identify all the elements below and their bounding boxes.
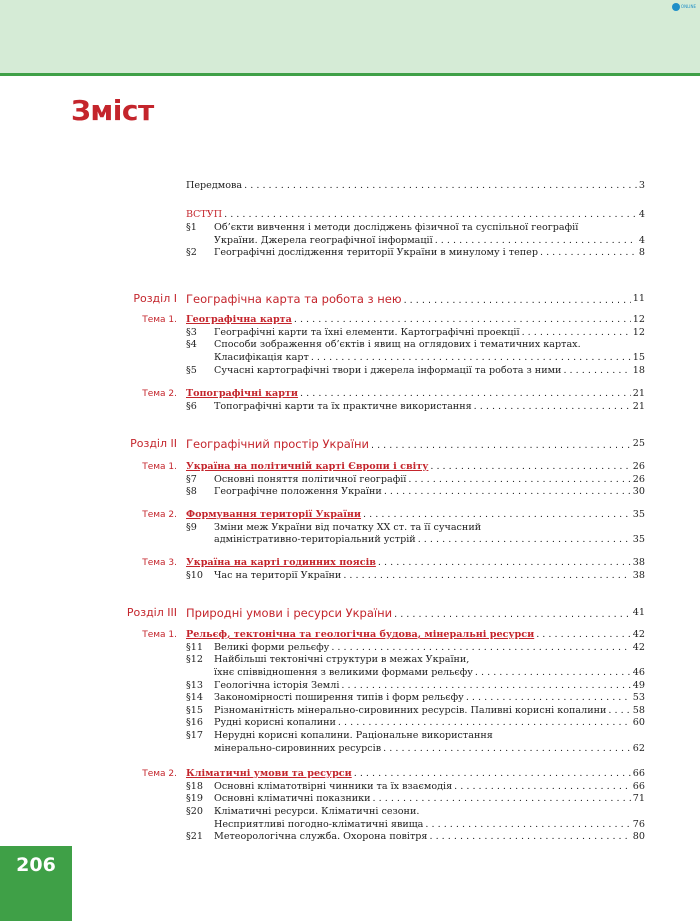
toc-paragraph-cont[interactable]	[186, 819, 645, 831]
toc-paragraph[interactable]	[186, 474, 645, 486]
entry-title: Сучасні картографічні твори і джерела інформації та робота з ними	[214, 364, 562, 376]
entry-title: Нерудні корисні копалини. Раціональне використання	[214, 730, 493, 741]
entry-title: Географічне положення України	[214, 486, 382, 498]
topic-label: Тема 1.	[142, 315, 177, 325]
toc-paragraph-cont[interactable]	[186, 352, 645, 364]
dot-leader	[404, 292, 631, 306]
paragraph-number: §5	[186, 364, 197, 376]
entry-page: 76	[632, 818, 645, 830]
section-label: Розділ III	[126, 606, 177, 619]
dot-leader	[363, 509, 631, 521]
section-page: 25	[632, 438, 645, 449]
page-number: 206	[0, 846, 72, 921]
entry-page: 38	[632, 557, 645, 568]
toc-preface[interactable]	[186, 180, 645, 192]
entry-page: 15	[632, 352, 645, 363]
entry-page: 8	[638, 247, 645, 259]
entry-title: Передмова	[186, 180, 243, 191]
entry-title: Кліматичні умови та ресурси	[186, 768, 352, 779]
toc-paragraph[interactable]	[186, 730, 645, 742]
paragraph-number: §11	[186, 641, 204, 653]
dot-leader	[394, 606, 631, 620]
entry-page: 49	[632, 679, 645, 691]
dot-leader	[378, 557, 631, 569]
dot-leader	[383, 743, 631, 755]
section-heading[interactable]	[186, 437, 645, 451]
entry-page: 4	[638, 234, 645, 246]
paragraph-number: §8	[186, 486, 197, 498]
entry-title: Топографічні карти	[186, 388, 299, 399]
paragraph-number: §14	[186, 692, 204, 704]
entry-title: Україна на карті годинних поясів	[186, 557, 376, 568]
dot-leader	[474, 401, 631, 413]
toc-paragraph[interactable]	[186, 247, 645, 259]
paragraph-number: §15	[186, 704, 204, 716]
entry-page: 12	[632, 326, 645, 338]
toc-paragraph[interactable]	[186, 705, 645, 717]
entry-title: Великі форми рельєфу	[214, 641, 330, 653]
dot-leader	[536, 629, 631, 641]
section-heading[interactable]	[186, 606, 645, 620]
toc-paragraph[interactable]	[186, 570, 645, 582]
entry-title: ВСТУП	[186, 209, 223, 220]
entry-title: Україна на політичній карті Європи і світу	[186, 461, 429, 472]
dot-leader	[371, 437, 631, 451]
toc-paragraph[interactable]	[186, 831, 645, 843]
dot-leader	[475, 667, 631, 679]
toc-paragraph[interactable]	[186, 365, 645, 377]
entry-page: 60	[632, 717, 645, 729]
toc-paragraph[interactable]	[186, 806, 645, 818]
entry-title: мінерально-сировинних ресурсів	[214, 742, 382, 754]
entry-page: 4	[638, 209, 645, 220]
section-page: 11	[632, 293, 645, 304]
dot-leader	[608, 705, 630, 717]
toc-topic[interactable]	[186, 509, 645, 521]
toc-topic[interactable]	[186, 768, 645, 780]
toc-paragraph[interactable]	[186, 327, 645, 339]
section-title: Географічний простір України	[186, 437, 369, 451]
dot-leader	[311, 352, 631, 364]
toc-topic[interactable]	[186, 314, 645, 326]
dot-leader	[466, 692, 631, 704]
toc-paragraph[interactable]	[186, 222, 645, 234]
paragraph-number: §6	[186, 400, 197, 412]
toc-paragraph[interactable]	[186, 717, 645, 729]
dot-leader	[418, 534, 631, 546]
entry-page: 38	[632, 569, 645, 581]
entry-page: 42	[632, 641, 645, 653]
logo-text: ONLINE	[680, 4, 696, 9]
dot-leader	[522, 327, 631, 339]
paragraph-number: §9	[186, 521, 197, 533]
entry-title: Метеорологічна служба. Охорона повітря	[214, 831, 428, 843]
entry-title: їхнє співвідношення з великими формами рельєфу	[214, 667, 473, 678]
dot-leader	[430, 461, 630, 473]
entry-title: Рельєф, тектонічна та геологічна будова, мінеральні ресурси	[186, 629, 535, 640]
toc-paragraph-cont[interactable]	[186, 667, 645, 679]
entry-title: Об’єкти вивчення і методи досліджень фізичної та суспільної географії	[214, 222, 579, 233]
paragraph-number: §21	[186, 831, 204, 843]
entry-title: Несприятливі погодно-кліматичні явища	[214, 818, 424, 830]
paragraph-number: §20	[186, 806, 204, 817]
toc-paragraph-cont[interactable]	[186, 534, 645, 546]
toc-topic[interactable]	[186, 388, 645, 400]
entry-page: 46	[632, 667, 645, 678]
dot-leader	[540, 247, 637, 259]
entry-page: 18	[632, 364, 645, 376]
entry-page: 26	[632, 473, 645, 485]
dot-leader	[294, 314, 631, 326]
dot-leader	[244, 180, 637, 192]
dot-leader	[373, 793, 631, 805]
paragraph-number: §12	[186, 654, 204, 666]
dot-leader	[338, 717, 631, 729]
dot-leader	[454, 781, 631, 793]
dot-leader	[224, 209, 637, 221]
paragraph-number: §4	[186, 339, 197, 351]
toc-paragraph[interactable]	[186, 522, 645, 534]
toc-paragraph[interactable]	[186, 680, 645, 692]
dot-leader	[429, 831, 630, 843]
section-title: Природні умови і ресурси України	[186, 606, 393, 620]
toc-paragraph[interactable]	[186, 793, 645, 805]
entry-title: України. Джерела географічної інформації	[214, 234, 433, 246]
entry-title: адміністративно-територіальний устрій	[214, 534, 416, 546]
paragraph-number: §18	[186, 780, 204, 792]
toc-paragraph-cont[interactable]	[186, 235, 645, 247]
entry-title: Час на території України	[214, 569, 342, 581]
section-label: Розділ I	[133, 292, 177, 305]
topic-label: Тема 2.	[142, 769, 177, 779]
section-title: Географічна карта та робота з нею	[186, 292, 402, 306]
entry-title: Основні кліматичні показники	[214, 793, 371, 805]
entry-title: Різноманітність мінерально-сировинних ресурсів. Паливні корисні копалини	[214, 704, 607, 716]
entry-page: 21	[632, 388, 645, 399]
paragraph-number: §10	[186, 569, 204, 581]
toc-paragraph[interactable]	[186, 486, 645, 498]
toc-topic[interactable]	[186, 461, 645, 473]
entry-page: 42	[632, 629, 645, 640]
toc-paragraph[interactable]	[186, 642, 645, 654]
section-heading[interactable]	[186, 292, 645, 306]
entry-title: Географічна карта	[186, 314, 292, 325]
entry-title: Кліматичні ресурси. Кліматичні сезони.	[214, 806, 420, 817]
entry-page: 26	[632, 461, 645, 472]
dot-leader	[354, 768, 631, 780]
section-page: 41	[632, 607, 645, 618]
entry-title: Географічні карти та їхні елементи. Картографічні проекції	[214, 326, 520, 338]
entry-page: 3	[638, 180, 645, 191]
entry-page: 71	[632, 793, 645, 805]
paragraph-number: §16	[186, 717, 204, 729]
entry-page: 35	[632, 534, 645, 546]
entry-title: Географічні дослідження території України в минулому і тепер	[214, 247, 538, 259]
dot-leader	[331, 642, 630, 654]
page-title: Зміст	[71, 94, 154, 127]
toc-paragraph[interactable]	[186, 339, 645, 351]
toc-intro[interactable]	[186, 209, 645, 221]
entry-title: Топографічні карти та їх практичне використання	[214, 400, 472, 412]
toc-paragraph[interactable]	[186, 692, 645, 704]
dot-leader	[435, 235, 637, 247]
entry-page: 12	[632, 314, 645, 325]
entry-page: 58	[632, 704, 645, 716]
toc-paragraph[interactable]	[186, 401, 645, 413]
entry-page: 80	[632, 831, 645, 843]
topic-label: Тема 2.	[142, 510, 177, 520]
entry-title: Класифікація карт	[214, 352, 309, 363]
paragraph-number: §13	[186, 679, 204, 691]
toc-paragraph-cont[interactable]	[186, 743, 645, 755]
paragraph-number: §3	[186, 326, 197, 338]
toc-topic[interactable]	[186, 557, 645, 569]
toc-paragraph[interactable]	[186, 654, 645, 666]
dot-leader	[341, 680, 630, 692]
entry-title: Найбільші тектонічні структури в межах України,	[214, 654, 470, 666]
dot-leader	[343, 570, 630, 582]
entry-page: 66	[632, 768, 645, 779]
entry-page: 21	[632, 400, 645, 412]
entry-title: Основні поняття політичної географії	[214, 473, 407, 485]
entry-page: 35	[632, 509, 645, 520]
entry-title: Способи зображення об’єктів і явищ на оглядових і тематичних картах.	[214, 339, 581, 351]
section-label: Розділ II	[130, 437, 177, 450]
paragraph-number: §1	[186, 222, 197, 233]
dot-leader	[300, 388, 631, 400]
paragraph-number: §17	[186, 730, 204, 741]
entry-title: Закономірності поширення типів і форм рельєфу	[214, 692, 464, 704]
entry-title: Формування території України	[186, 509, 362, 520]
dot-leader	[425, 819, 630, 831]
topic-label: Тема 1.	[142, 462, 177, 472]
entry-page: 62	[632, 742, 645, 754]
paragraph-number: §7	[186, 473, 197, 485]
entry-title: Основні кліматотвірні чинники та їх взаємодія	[214, 780, 453, 792]
dot-leader	[384, 486, 631, 498]
dot-leader	[563, 365, 630, 377]
entry-title: Рудні корисні копалини	[214, 717, 336, 729]
topic-label: Тема 2.	[142, 389, 177, 399]
topic-label: Тема 3.	[142, 558, 177, 568]
entry-page: 30	[632, 486, 645, 498]
paragraph-number: §19	[186, 793, 204, 805]
entry-page: 53	[632, 692, 645, 704]
entry-title: Геологічна історія Землі	[214, 679, 340, 691]
toc-topic[interactable]	[186, 629, 645, 641]
entry-page: 66	[632, 780, 645, 792]
entry-title: Зміни меж України від початку XX ст. та її сучасний	[214, 521, 482, 533]
topic-label: Тема 1.	[142, 630, 177, 640]
paragraph-number: §2	[186, 247, 197, 259]
toc-paragraph[interactable]	[186, 781, 645, 793]
dot-leader	[408, 474, 630, 486]
